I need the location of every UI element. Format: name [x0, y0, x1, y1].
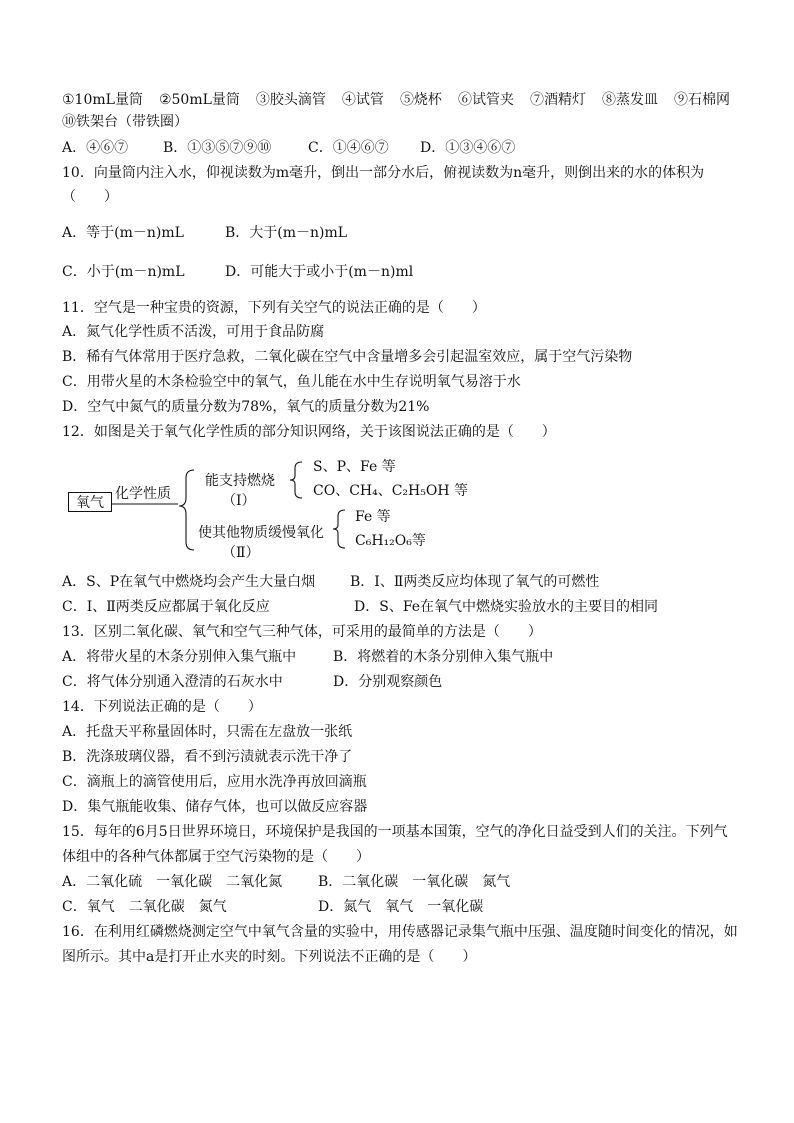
q16-stem-line2: 图所示。其中a是打开止水夹的时刻。下列说法不正确的是（ ） — [62, 949, 477, 965]
diagram-type2-tag: （Ⅱ） — [222, 545, 260, 561]
q12-option-a: A．S、P在氧气中燃烧均会产生大量白烟 — [62, 574, 316, 590]
instrument-item: ③胶头滴管 — [255, 92, 326, 108]
q14-option-c: C．滴瓶上的滴管使用后，应用水洗净再放回滴瓶 — [62, 774, 367, 790]
q13-option-b: B．将燃着的木条分别伸入集气瓶中 — [333, 649, 554, 665]
q15-stem-line2: 体组中的各种气体都属于空气污染物的是（ ） — [62, 849, 370, 865]
q10-option-d: D．可能大于或小于(m－n)ml — [225, 264, 414, 280]
q10-option-c: C．小于(m－n)mL — [62, 264, 185, 280]
q15-option-a: A．二氧化硫 一氧化碳 二氧化氮 — [62, 874, 283, 890]
q15-option-b: B．二氧化碳 一氧化碳 氮气 — [318, 874, 511, 890]
q10-option-b: B．大于(m－n)mL — [225, 225, 348, 241]
instrument-item: ⑩铁架台（带铁圈） — [62, 114, 188, 130]
q9-instrument-list — [62, 91, 730, 109]
q15-stem-line1: 15．每年的6月5日世界环境日，环境保护是我国的一项基本国策，空气的净化日益受到人们的关注。下列气 — [62, 824, 728, 840]
q13-option-c: C．将气体分别通入澄清的石灰水中 — [62, 674, 283, 690]
q11-option-d: D．空气中氮气的质量分数为78%，氧气的质量分数为21% — [62, 399, 430, 415]
diagram-type2-item1: Fe 等 — [355, 509, 391, 525]
q11-option-b: B．稀有气体常用于医疗急救，二氧化碳在空气中含量增多会引起温室效应，属于空气污染物 — [62, 349, 633, 365]
q12-stem: 12．如图是关于氧气化学性质的部分知识网络，关于该图说法正确的是（ ） — [62, 424, 556, 440]
diagram-type2-label: 使其他物质缓慢氧化 — [198, 525, 324, 541]
q14-option-a: A．托盘天平称量固体时，只需在左盘放一张纸 — [62, 724, 353, 740]
instrument-item: ⑦酒精灯 — [529, 92, 586, 108]
q12-option-c: C．Ⅰ、Ⅱ两类反应都属于氧化反应 — [62, 599, 270, 615]
diagram-type2-item2: C₆H₁₂O₆等 — [355, 533, 426, 549]
q10-option-a: A．等于(m－n)mL — [62, 225, 184, 241]
instrument-item: ②50mL量筒 — [158, 92, 240, 108]
diagram-root-oxygen: 氧气 — [68, 492, 112, 512]
q11-option-c: C．用带火星的木条检验空中的氧气，鱼儿能在水中生存说明氧气易溶于水 — [62, 374, 521, 390]
q11-option-a: A．氮气化学性质不活泼，可用于食品防腐 — [62, 324, 325, 340]
q10-answer-blank: （ ） — [62, 189, 118, 205]
diagram-type1-label: 能支持燃烧 — [205, 473, 275, 489]
instrument-item: ⑤烧杯 — [399, 92, 442, 108]
q14-option-d: D．集气瓶能收集、储存气体，也可以做反应容器 — [62, 799, 368, 815]
q16-stem-line1: 16．在利用红磷燃烧测定空气中氧气含量的实验中，用传感器记录集气瓶中压强、温度随时间变化的情况，如 — [62, 924, 738, 940]
q9-option-d: D．①③④⑥⑦ — [420, 140, 516, 156]
instrument-item: ①10mL量筒 — [62, 92, 143, 108]
q11-stem: 11．空气是一种宝贵的资源，下列有关空气的说法正确的是（ ） — [62, 300, 486, 316]
q13-option-a: A．将带火星的木条分别伸入集气瓶中 — [62, 649, 297, 665]
q9-option-b: B．①③⑤⑦⑨⑩ — [163, 140, 272, 156]
diagram-type2-brace — [333, 510, 345, 548]
diagram-type1-tag: （Ⅰ） — [222, 493, 256, 509]
diagram-type1-item2: CO、CH₄、C₂H₅OH 等 — [313, 483, 469, 499]
q12-option-d: D．S、Fe在氧气中燃烧实验放水的主要目的相同 — [354, 599, 659, 615]
diagram-branch-chemical-property: 化学性质 — [115, 486, 171, 502]
q15-option-d: D．氮气 氧气 一氧化碳 — [318, 899, 484, 915]
q13-stem: 13．区别二氧化碳、氧气和空气三种气体，可采用的最简单的方法是（ ） — [62, 624, 542, 640]
q14-stem: 14．下列说法正确的是（ ） — [62, 699, 262, 715]
q14-option-b: B．洗涤玻璃仪器，看不到污渍就表示洗干净了 — [62, 749, 353, 765]
diagram-type1-brace — [290, 462, 302, 498]
instrument-item: ⑧蒸发皿 — [601, 92, 658, 108]
q9-option-a: A．④⑥⑦ — [62, 140, 129, 156]
diagram-type1-item1: S、P、Fe 等 — [313, 459, 396, 475]
q13-option-d: D．分别观察颜色 — [333, 674, 443, 690]
q15-option-c: C．氧气 二氧化碳 氮气 — [62, 899, 227, 915]
instrument-item: ⑥试管夹 — [457, 92, 514, 108]
q10-stem: 10．向量筒内注入水，仰视读数为m毫升，倒出一部分水后，俯视读数为n毫升，则倒出来的水的体积为 — [62, 165, 705, 181]
q9-option-c: C．①④⑥⑦ — [308, 140, 389, 156]
diagram-main-brace — [179, 470, 194, 550]
instrument-item: ⑨石棉网 — [674, 92, 730, 108]
q12-option-b: B．Ⅰ、Ⅱ两类反应均体现了氧气的可燃性 — [350, 574, 600, 590]
instrument-item: ④试管 — [341, 92, 384, 108]
